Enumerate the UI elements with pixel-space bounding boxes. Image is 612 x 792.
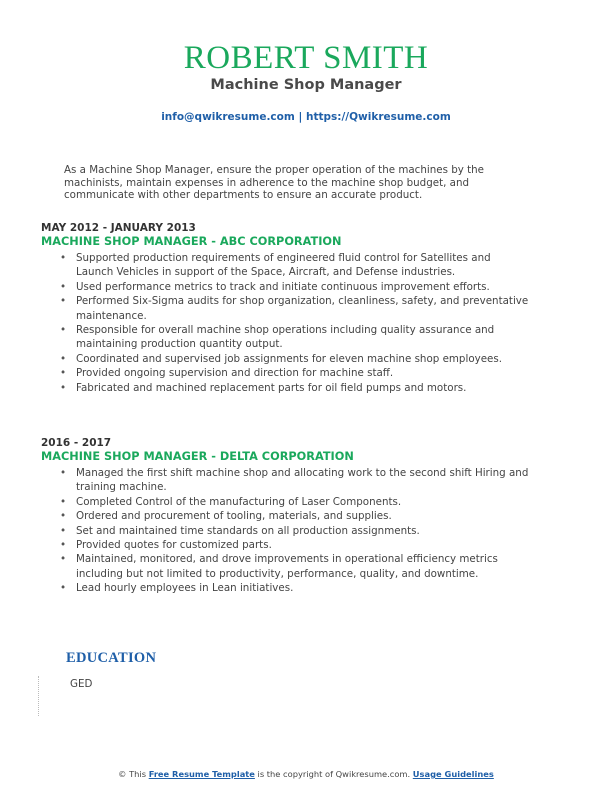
website-link[interactable]: https://Qwikresume.com <box>305 111 451 123</box>
list-item: • Lead hourly employees in Lean initiatives. <box>41 581 531 595</box>
list-item: • Coordinated and supervised job assignments for eleven machine shop employees. <box>41 352 531 366</box>
job-position: MACHINE SHOP MANAGER - ABC CORPORATION <box>41 235 342 248</box>
usage-guidelines-link[interactable]: Usage Guidelines <box>412 769 494 779</box>
list-item: • Provided ongoing supervision and direction for machine staff. <box>41 366 531 380</box>
list-item: • Set and maintained time standards on all production assignments. <box>41 524 531 538</box>
list-item: • Responsible for overall machine shop operations including quality assurance and maintaining production quantity output. <box>41 323 531 352</box>
contact-line <box>0 111 612 123</box>
job-title-heading: Machine Shop Manager <box>210 77 402 93</box>
education-heading: EDUCATION <box>66 650 157 666</box>
list-item: • Fabricated and machined replacement parts for oil field pumps and motors. <box>41 381 531 395</box>
list-item: • Used performance metrics to track and initiate continuous improvement efforts. <box>41 280 531 294</box>
list-item: • Maintained, monitored, and drove improvements in operational efficiency metrics including but not limited to productivity, performance, quality, and downtime. <box>41 552 531 581</box>
experience-entry-2 <box>41 436 531 596</box>
contact-separator: | <box>298 111 303 123</box>
list-item: • Supported production requirements of engineered fluid control for Satellites and Launch Vehicles in support of the Space, Aircraft, and Defense industries. <box>41 251 531 280</box>
job-dates: 2016 - 2017 <box>41 437 112 449</box>
email-link[interactable]: info@qwikresume.com <box>161 111 295 123</box>
job-dates: MAY 2012 - JANUARY 2013 <box>41 222 196 234</box>
education-entry: GED <box>70 678 93 690</box>
profile-summary: As a Machine Shop Manager, ensure the proper operation of the machines by the machinists, maintain expenses in adherence to the machine shop budget, and communicate with other departments to ensure an accurate product. <box>64 164 485 202</box>
list-item: • Provided quotes for customized parts. <box>41 538 531 552</box>
free-resume-template-link[interactable]: Free Resume Template <box>148 769 255 779</box>
list-item: • Managed the first shift machine shop and allocating work to the second shift Hiring and training machine. <box>41 466 531 495</box>
section-divider <box>38 676 39 716</box>
list-item: • Ordered and procurement of tooling, materials, and supplies. <box>41 509 531 523</box>
job-position: MACHINE SHOP MANAGER - DELTA CORPORATION <box>41 450 354 463</box>
job-bullet-list <box>41 251 531 395</box>
list-item: • Performed Six-Sigma audits for shop organization, cleanliness, safety, and preventative maintenance. <box>41 294 531 323</box>
footer-copyright-text: is the copyright of Qwikresume.com. <box>257 769 411 779</box>
candidate-name: ROBERT SMITH <box>183 40 429 76</box>
experience-entry-1 <box>41 221 531 395</box>
footer-prefix: © This <box>118 769 147 779</box>
copyright-footer <box>0 769 612 779</box>
job-bullet-list <box>41 466 531 596</box>
list-item: • Completed Control of the manufacturing of Laser Components. <box>41 495 531 509</box>
